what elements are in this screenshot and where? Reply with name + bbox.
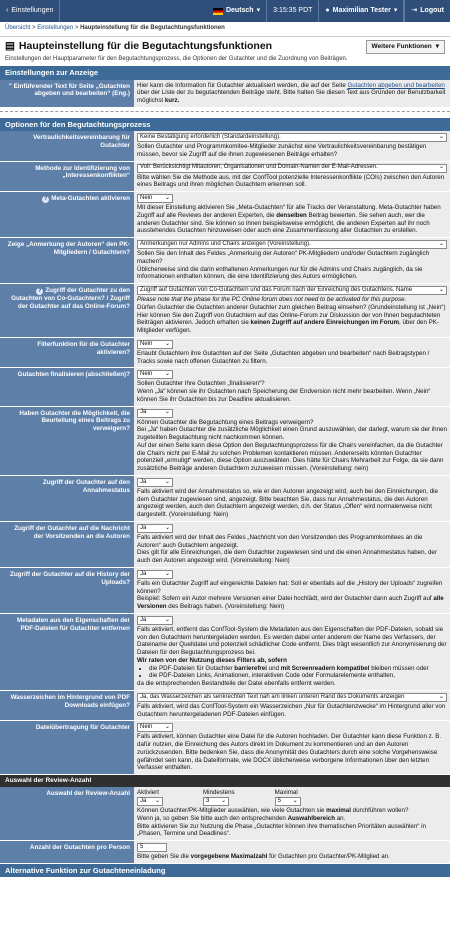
row-label: Metadaten aus den Eigenschaften der PDF-Dateien für Gutachter entfernen [0, 614, 134, 690]
text: über der Liste der zu begutachtenden Beiträge steht. Bitte halten Sie diesen Text aus Gründen der Benutzbarkeit möglichst [137, 89, 446, 104]
row-label: Zugriff der Gutachter auf die Nachricht der Vorsitzenden an die Autoren [0, 522, 134, 567]
text: , über den PK-Mitglieder verfügen. [137, 319, 439, 335]
row-label-text: Zugriff der Gutachter zu den Gutachten von Co-Gutachtern? / Zugriff der Gutachter auf das Online-Forum? [11, 287, 130, 310]
chevron-down-icon: ▾ [435, 42, 439, 50]
author-notes-select[interactable] [137, 240, 447, 249]
row-label [0, 192, 134, 237]
row-file-transfer [0, 721, 450, 775]
help-text: Sollen Sie den Inhalt des Feldes „Anmerkung der Autoren“ PK-Mitgliedern und/oder Gutachtern zugänglich machen? [137, 250, 430, 265]
help-text: Dies gilt für alle Einreichungen, die dem Gutachter zugewiesen sind und die einen Annahmestatus haben, der auch den Autoren angezeigt wird. (Voreinstellung: Nein) [137, 549, 437, 565]
help-text [137, 807, 447, 815]
user-menu[interactable] [319, 0, 404, 22]
help-text [137, 595, 447, 611]
row-coi-method [0, 162, 450, 193]
row-value [134, 568, 450, 613]
text: Beitrag bewerten. Sie sehen auch, wer die anderen Gutachter sind. Sie können so ihnen beispielsweise ermöglicht, die anderen Experten auf ihr noch ausstehendes Gutachten hinzuweisen oder auch eine Zusammenfassung aller Gutachten zu erstellen. [137, 211, 430, 235]
select-value: Anmerkungen nur Admins und Chairs anzeigen (Voreinstellung). [140, 240, 311, 247]
text: Können Gutachter/PK-Mitglieder auswählen, wie viele Gutachten sie [137, 807, 327, 814]
pdf-metadata-select[interactable] [137, 616, 173, 625]
help-text: Dürfen Gutachter die Gutachten anderer Gutachter zum gleichen Beitrag einsehen? (Grundeinstellung ist „Nein“) [137, 303, 446, 311]
help-text: Falls aktiviert, wird das ConfTool-System ein Wasserzeichen „Nur für Gutachtenzwecke“ im Hintergrund aller von Gutachtern heruntergeladenen PDF-Dateien einfügen. [137, 702, 446, 718]
language-selector[interactable] [207, 0, 267, 22]
row-value [134, 368, 450, 405]
time-display: 3:15:35 PDT [273, 6, 313, 14]
text: Beispiel: Sofern ein Autor mehrere Versionen einer Datei hochlädt, wird der Gutachter dann auch Zugriff auf [137, 595, 434, 603]
row-chair-message [0, 522, 450, 568]
row-upload-history [0, 568, 450, 614]
help-text: Wenn „Ja“ können sie ihr Gutachten nach Speicherung der Endversion nicht mehr bearbeiten. Wenn „Nein“ können Sie ihr Gutachten bis zur Deadline aktualisieren. [137, 388, 431, 403]
meta-reviews-select[interactable] [137, 194, 173, 203]
row-label: Anzahl der Gutachten pro Person [0, 841, 134, 863]
minimum-select[interactable] [203, 797, 229, 806]
row-label: Haben Gutachter die Möglichkeit, die Beurteilung eines Beitrags zu verweigern? [0, 407, 134, 475]
review-count-grid [137, 789, 447, 807]
chevron-down-icon: ⌄ [164, 194, 170, 201]
breadcrumb-settings[interactable]: Einstellungen [37, 25, 74, 31]
text: Wenn ja, so geben Sie bitte auch den entsprechenden [137, 814, 288, 822]
help-text: Bitte aktivieren Sie zur Nutzung die Phase „Gutachter können ihre thematischen Prioritäten auswählen“ in „Phasen, Termine und Deadlines“. [137, 822, 426, 838]
chevron-down-icon: ⌄ [154, 797, 160, 804]
list-item [149, 665, 447, 673]
watermark-select[interactable] [137, 693, 447, 702]
help-text: da die entsprechenden Bestandteile der Datei ebenfalls entfernt werden. [137, 680, 336, 688]
chevron-down-icon: ⌄ [164, 570, 170, 577]
text-bold: kurz. [164, 97, 180, 104]
select-value: Keine Bestätigung erforderlich (Standardeinstellung). [140, 133, 281, 140]
maximum-select[interactable] [275, 797, 301, 806]
select-value: Nein [140, 340, 153, 347]
text-bold: vorgegebene Maximalzahl [190, 853, 268, 860]
select-value: Ja [140, 478, 147, 485]
row-label [0, 284, 134, 337]
row-value [134, 131, 450, 161]
help-text: Auf der einen Seite kann diese Option den Begutachtungsprozess für die Chairs vereinfachen, da die Gutachter die Chairs nicht per E-Mail zu solchen Problemen kontaktieren müssen. Andererseits könnten Gutachter potenziell „ermutigt“ werden, diese Option auszuwählen. Dies hätte für Chairs Mehrarbeit zur Folge, da sie dann zusätzliche Beiträge anderen Gutachtern zuzuweisen müssen. (Voreinstellung: nein) [137, 441, 444, 473]
text-bold: denselben [276, 211, 307, 219]
text: an. [335, 814, 346, 822]
upload-history-select[interactable] [137, 570, 173, 579]
help-text: Falls aktiviert wird der Annahmestatus so, wie er den Autoren angezeigt wird, auch bei den Einreichungen, die dem Gutachter zugewiesen sind, angezeigt. Bitte beachten Sie, dass nur Annahmestatus, die den Autoren angezeigt werden, auch den Gutachtern angezeigt werden, d.h. der Status „Offen“ wird normalerweise nicht dargestellt. (Voreinstellung: Nein) [137, 487, 438, 519]
chevron-down-icon: ⌄ [292, 797, 298, 804]
select-value: 5 [277, 797, 281, 804]
chevron-down-icon: ▾ [393, 6, 398, 14]
text-bold: keinen Zugriff auf andere Einreichungen im Forum [250, 319, 400, 327]
text-bold: maximal [326, 807, 351, 814]
help-text: Können Gutachter die Begutachtung eines Beitrags verweigern? [137, 418, 314, 426]
row-filter-function [0, 338, 450, 369]
select-value: Zugriff auf Gutachten von Co-Gutachtern und das Forum nach der Einreichung des Gutachtens. Name [140, 286, 413, 293]
help-text [137, 815, 447, 823]
activated-select[interactable] [137, 797, 163, 806]
row-finalize-reviews [0, 368, 450, 406]
chevron-down-icon: ⌄ [164, 724, 170, 731]
row-intro-text [0, 80, 450, 108]
user-name: Maximilian Tester [332, 6, 391, 14]
row-meta-reviews [0, 192, 450, 238]
logout-button[interactable] [404, 0, 450, 22]
row-confidentiality [0, 131, 450, 162]
help-text: Falls aktiviert, können Gutachter eine Datei für die Autoren hochladen. Der Gutachter kann diese Funktion z. B. dafür nutzen, die Einreichung des Autors direkt im Dokument zu kommentieren und an den Autoren zurückzusenden. Bitte bedenken Sie, dass die Anonymität des Gutachters durch eine solche Vorgehensweise gefährdet sein kann, da Dateiformate, wie DOCX üblicherweise verborgene Informationen über den letzten Verfasser enthalten. [137, 733, 442, 772]
row-label: Filterfunktion für die Gutachter aktivieren? [0, 338, 134, 368]
help-text: Bitte wählen Sie die Methode aus, mit der ConfTool potenzielle Interessenkonflikte (COIs) zwischen den Autoren eines Beitrags und ihren möglichen Gutachtern erkennen soll. [137, 173, 445, 189]
help-text-bold: Wir raten von der Nutzung dieses Filters ab, sofern [137, 656, 287, 664]
filter-function-select[interactable] [137, 340, 173, 349]
row-value [134, 721, 450, 774]
confidentiality-select[interactable] [137, 133, 447, 142]
breadcrumb-overview[interactable]: Übersicht [5, 25, 31, 31]
bullet-list [149, 665, 447, 681]
user-icon: ● [325, 6, 330, 14]
chevron-down-icon: ⌄ [438, 286, 444, 293]
row-label: Dateiübertragung für Gutachter [0, 721, 134, 774]
logout-label: Logout [420, 6, 444, 14]
help-text: Please note that the phase for the PC Online forum does not need to be activated for this purpose. [137, 296, 407, 304]
column-label: Mindestens [203, 789, 235, 797]
select-value: Ja, das Wasserzeichen als senkrechten Text nah am linken unteren Rand des Dokuments anzeigen [140, 693, 405, 700]
row-label: Zeige „Anmerkung der Autoren“ den PK-Mitgliedern / Gutachtern? [0, 238, 134, 283]
row-label: Vertraulichkeitsvereinbarung für Gutachter [0, 131, 134, 161]
row-author-notes [0, 238, 450, 284]
select-value: Ja [140, 797, 147, 804]
help-text: Sollen Gutachter Ihre Gutachten „finalisieren“? [137, 380, 265, 388]
chevron-down-icon: ⌄ [164, 340, 170, 347]
list-item: • die PDF-Dateien Links, Animationen, interaktiven Code oder Formularelemente enthalten, [149, 672, 447, 680]
select-value: Ja [140, 409, 147, 416]
page-subtitle: Einstellungen der Hauptparameter für den Begutachtungsprozess, die Optionen der Gutachter und die Zuordnung von Beiträgen. [5, 55, 348, 62]
select-value: Ja [140, 524, 147, 531]
file-transfer-select[interactable] [137, 723, 173, 732]
page-title [5, 40, 272, 53]
row-label: Gutachten finalisieren (abschließen)? [0, 368, 134, 405]
row-refuse-review [0, 407, 450, 476]
column-label: Maximal [274, 789, 298, 797]
row-value [134, 192, 450, 237]
row-value [134, 407, 450, 475]
select-value: Voll: Berücksichtigt Mitautoren, Organisationen und Domain-Namen der E-Mail-Adressen. [140, 164, 378, 171]
reviews-per-person-input[interactable] [137, 843, 167, 852]
chevron-down-icon: ⌄ [438, 133, 444, 140]
col-activated [137, 789, 163, 807]
row-pdf-metadata [0, 614, 450, 691]
column-label: Aktiviert [137, 789, 160, 797]
coi-method-select[interactable] [137, 164, 447, 173]
settings-menu[interactable] [0, 0, 60, 22]
text: Hier können Sie den Zugriff von Gutachtern auf das Online-Forum zur Diskussion der von Ihnen begutachteten Beiträgen aktivieren. Jedoch erhalten sie [137, 311, 441, 327]
chevron-down-icon: ⌄ [438, 240, 444, 247]
refuse-review-select[interactable] [137, 409, 173, 418]
row-label: Wasserzeichen im Hintergrund von PDF Downloads einfügen? [0, 691, 134, 721]
acceptance-status-select[interactable] [137, 478, 173, 487]
chevron-left-icon: ‹ [6, 6, 9, 14]
row-label: " Einführender Text für Seite „Gutachten abgeben und bearbeiten“ (Eng.) [0, 80, 134, 107]
chevron-down-icon: ⌄ [220, 797, 226, 804]
section-display: Einstellungen zur Anzeige [0, 66, 450, 79]
text-bold: Auswahlbereich [287, 814, 336, 822]
row-value [134, 238, 450, 283]
row-acceptance-status [0, 476, 450, 522]
row-value [134, 841, 450, 863]
row-value [134, 476, 450, 521]
page-header [0, 37, 450, 56]
select-value: Nein [140, 194, 153, 201]
breadcrumb-current: Haupteinstellung für die Begutachtungsfunktionen [80, 25, 225, 31]
select-value: Ja [140, 570, 147, 577]
row-watermark [0, 691, 450, 722]
torn-divider [0, 108, 450, 118]
col-minimum [203, 789, 235, 807]
row-value [134, 691, 450, 721]
breadcrumb: Übersicht > Einstellungen > Haupteinstellung für die Begutachtungsfunktionen [0, 22, 450, 37]
page-title-text: Haupteinstellung für die Begutachtungsfunktionen [18, 39, 273, 52]
row-label: Auswahl der Review-Anzahl [0, 787, 134, 840]
text: die PDF-Dateien für Gutachter [149, 664, 235, 672]
chevron-down-icon: ⌄ [438, 693, 444, 700]
german-flag-icon [213, 8, 223, 15]
help-icon[interactable]: ? [44, 196, 48, 203]
text: Bitte geben Sie die [137, 853, 191, 860]
chevron-down-icon: ▾ [256, 6, 261, 14]
chevron-down-icon: ⌄ [164, 371, 170, 378]
row-value [134, 284, 450, 337]
tear-line [0, 111, 450, 115]
row-value [134, 614, 450, 690]
logout-icon: ⇥ [411, 6, 418, 14]
row-label: Methode zur Identifizierung von „Interessenkonflikten“ [0, 162, 134, 192]
text-bold: mit Screenreadern kompatibel [280, 664, 370, 672]
text: des Beitrags haben. (Voreinstellung: Nein) [166, 603, 285, 611]
row-value [134, 80, 450, 107]
help-text: Falls ein Gutachter Zugriff auf eingereichte Dateien hat: Soll er ebenfalls auf die „History der Uploads“ zugreifen können? [137, 579, 443, 595]
row-reviews-per-person [0, 841, 450, 864]
chevron-down-icon: ⌄ [164, 478, 170, 485]
col-maximum [275, 789, 301, 807]
section-review-count: Auswahl der Review-Anzahl [0, 775, 450, 787]
help-text [137, 312, 447, 335]
settings-page-icon: ▤ [5, 39, 15, 52]
chevron-down-icon: ⌄ [438, 164, 444, 171]
row-review-count [0, 787, 450, 841]
help-text [137, 204, 447, 235]
settings-label: Einstellungen [11, 6, 54, 14]
help-text: Sollen Gutachter und Programmkomitee-Mitglieder zunächst eine Vertraulichkeitsvereinbarung bestätigen müssen, bevor sie Zugriff auf die ihnen zugewiesenen Beiträge erhalten? [137, 143, 427, 158]
help-icon[interactable]: ? [38, 288, 42, 295]
language-label: Deutsch [225, 6, 254, 14]
section-alt-invitation: Alternative Funktion zur Gutachteneinladung [0, 864, 450, 877]
text: Hier kann die Information für Gutachter aktualisiert werden, die auf der Seite [137, 81, 348, 89]
row-value [134, 338, 450, 368]
row-label: Zugriff der Gutachter auf den Annahmestatus [0, 476, 134, 521]
help-text [137, 853, 447, 861]
text: für Gutachten pro Gutachter/PK-Mitglied an. [267, 853, 390, 860]
select-value: 3 [206, 797, 210, 804]
text: bleiben müssen oder [369, 664, 429, 672]
more-functions-label: Weitere Funktionen [371, 42, 432, 50]
select-value: Ja [140, 616, 147, 623]
text-bold: alle Versionen [137, 595, 444, 611]
more-functions-button[interactable] [366, 40, 445, 54]
text: Mit dieser Einstellung aktivieren Sie „Meta-Gutachten“ für alle Tracks der Veranstaltung. Meta-Gutachter haben Zugriff auf alle Reviews der anderen Experten, die [137, 204, 441, 219]
row-value [134, 522, 450, 567]
text: und [266, 664, 281, 672]
review-page-link[interactable]: Gutachten abgeben und bearbeiten [347, 81, 445, 89]
select-value: Nein [140, 724, 153, 731]
clock [267, 0, 319, 22]
section-review-options: Optionen für den Begutachtungsprozess [0, 118, 450, 131]
text: durchführen wollen? [350, 807, 409, 814]
row-value [134, 787, 450, 840]
finalize-reviews-select[interactable] [137, 370, 173, 379]
help-text: Bei „Ja“ haben Gutachter die zusätzliche Möglichkeit einen Grund auszuwählen, der darlegt, warum sie der ihnen zugeteilten Begutachtung nicht nachkommen können. [137, 426, 447, 442]
text-bold: barrierefrei [234, 664, 267, 672]
top-bar [0, 0, 450, 22]
row-coreviewer-access [0, 284, 450, 338]
chevron-down-icon: ⌄ [164, 409, 170, 416]
chevron-down-icon: ⌄ [164, 524, 170, 531]
input-value: 5 [140, 843, 144, 850]
row-label: Zugriff der Gutachter auf die History der Uploads? [0, 568, 134, 613]
coreviewer-access-select[interactable] [137, 286, 447, 295]
chevron-down-icon: ⌄ [164, 616, 170, 623]
row-label-text: Meta-Gutachten aktivieren [51, 195, 130, 203]
help-text: Falls aktiviert wird der Inhalt des Feldes „Nachricht von den Vorsitzenden des Programmkomitees an die Autoren“ auch Gutachtern angezeigt. [137, 533, 423, 549]
help-text: Falls aktiviert, entfernt das ConfTool-System die Metadaten aus den Eigenschaften der PDF-Dateien, sobald sie von den Gutachtern heruntergeladen werden. Es werden dabei unter anderem der Name des Verfassers, der Dateiname der Quelldatei und potenziell schädlicher Code entfernt. Dies trägt wesentlich zur Anonymisierung der Dateien für den Begutachtungsprozess bei. [137, 625, 447, 657]
help-text: Üblicherweise sind die darin enthaltenen Anmerkungen nur für die Admins und Chairs zugänglich, da sie Informationen enthalten können, die eine Identifizierung des Autors ermöglichen. [137, 265, 423, 281]
select-value: Nein [140, 371, 153, 378]
row-value [134, 162, 450, 192]
help-text: Erlaubt Gutachtern ihre Gutachten auf der Seite „Gutachten abgeben und bearbeiten“ nach Beitragstypen / Tracks sowie nach offenen Gutachten zu filtern. [137, 349, 430, 365]
chair-message-select[interactable] [137, 524, 173, 533]
